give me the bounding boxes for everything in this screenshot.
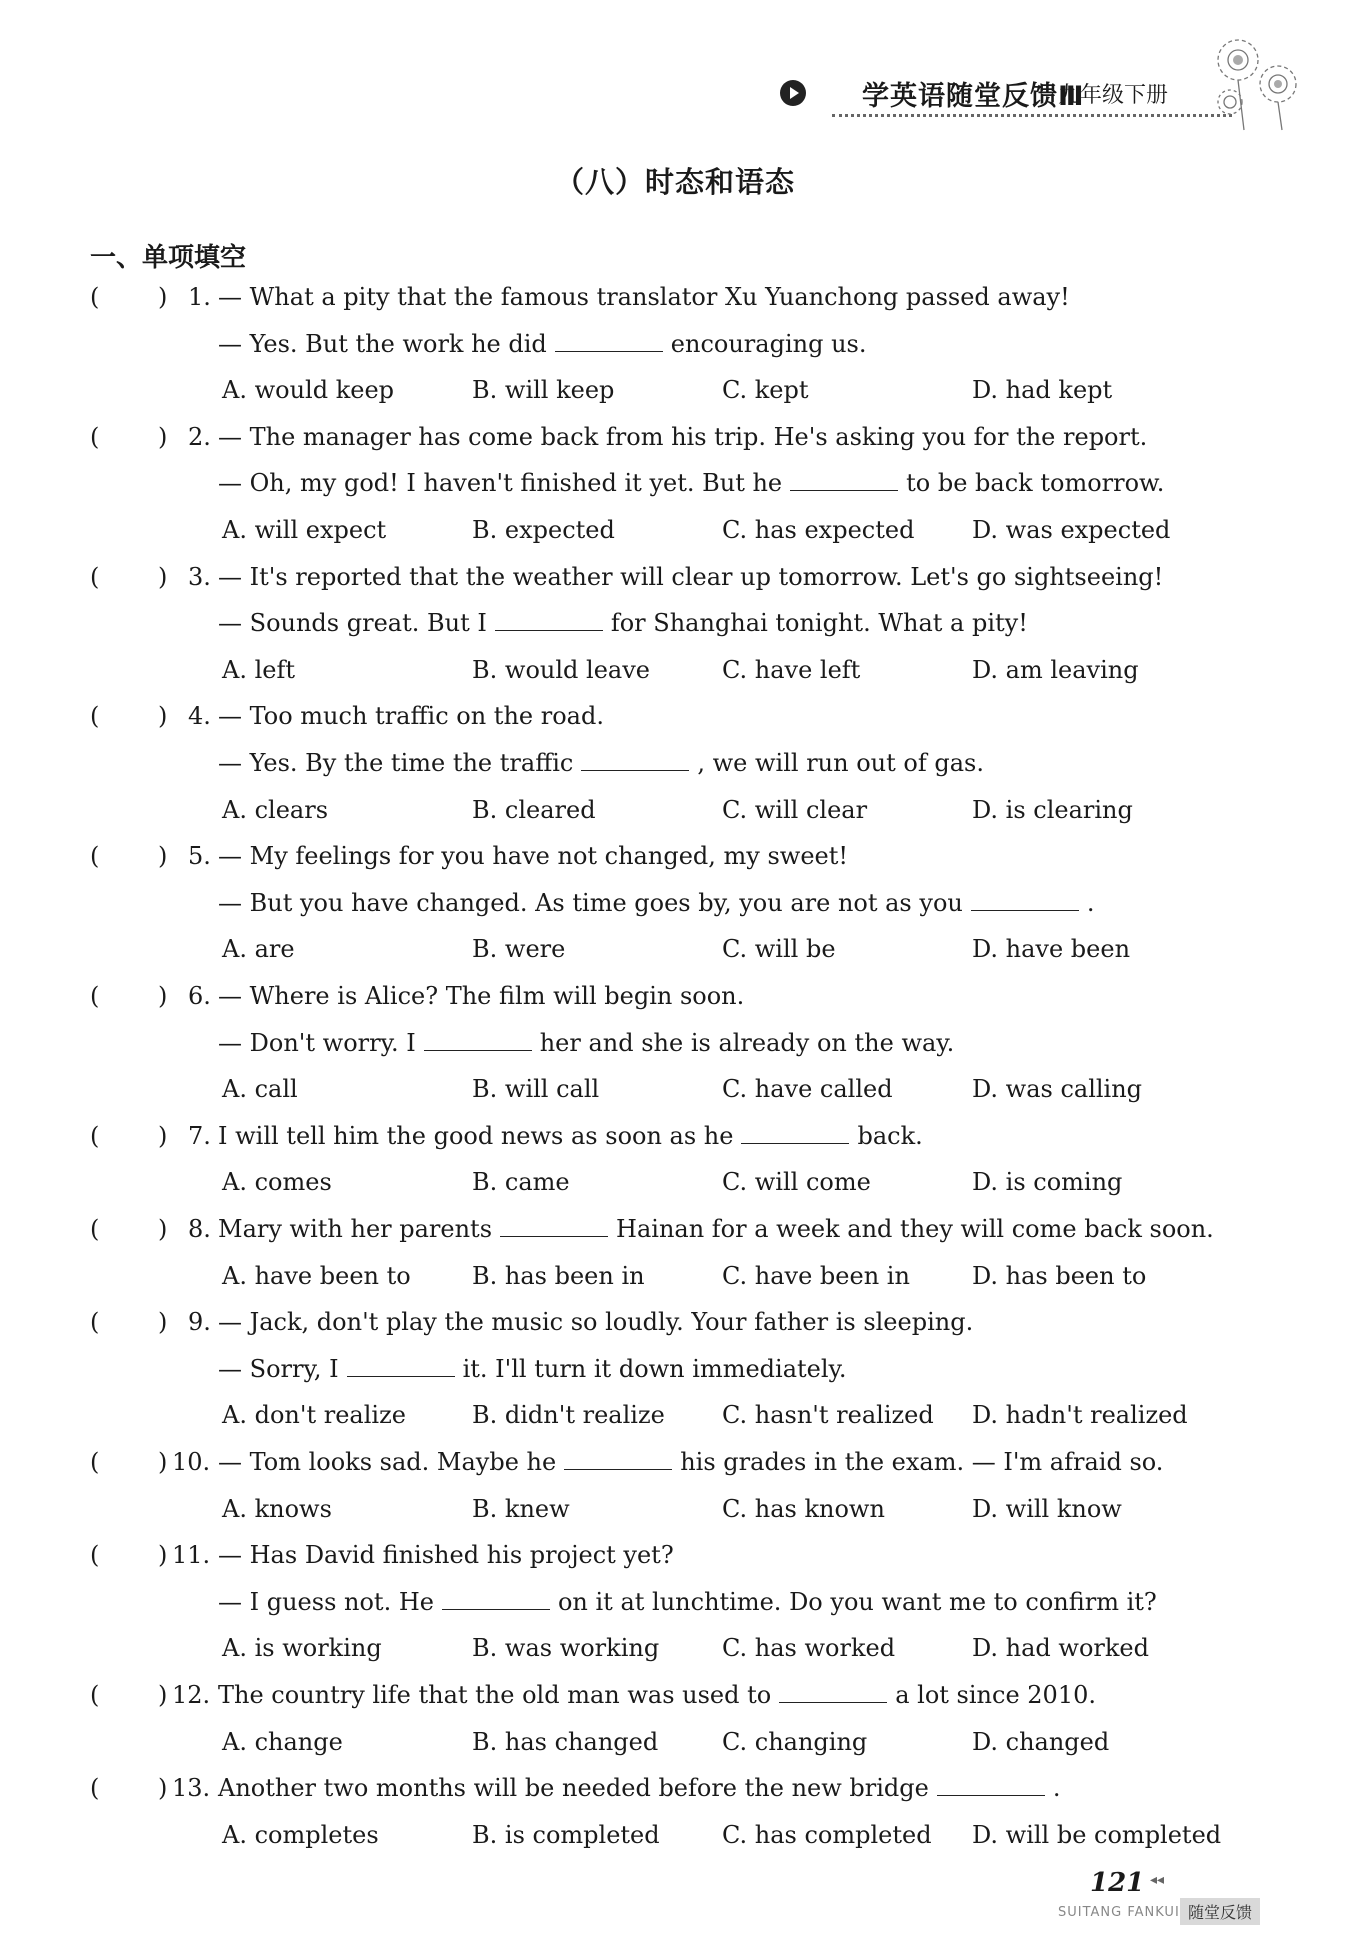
answer-blank[interactable] (347, 1354, 455, 1377)
footer-tab: 随堂反馈 (1180, 1898, 1260, 1925)
stem-text-before: Another two months will be needed before the new bridge (218, 1774, 929, 1803)
question-number: 6. (188, 982, 211, 1010)
stem-text-after: for Shanghai tonight. What a pity! (610, 609, 1028, 638)
option-b[interactable]: B. knew (472, 1494, 570, 1523)
option-b[interactable]: B. came (472, 1168, 570, 1197)
question-reply (218, 468, 1164, 498)
question-item (90, 1680, 1290, 1773)
answer-parentheses[interactable]: ( ) (90, 1774, 168, 1803)
answer-parentheses[interactable]: ( ) (90, 422, 168, 451)
answer-blank[interactable] (495, 608, 603, 631)
option-d[interactable]: D. have been (972, 935, 1131, 964)
option-c[interactable]: C. hasn't realized (722, 1401, 934, 1430)
question-reply (218, 1028, 954, 1058)
answer-parentheses[interactable]: ( ) (90, 1215, 168, 1243)
option-c[interactable]: C. will come (722, 1168, 871, 1197)
option-b[interactable]: B. didn't realize (472, 1401, 665, 1430)
question-number: 10. (172, 1448, 211, 1476)
option-b[interactable]: B. is completed (472, 1820, 660, 1849)
question-number: 7. (188, 1121, 211, 1150)
stem-text-after: his grades in the exam. — I'm afraid so. (680, 1448, 1164, 1476)
stem-text-before: — Sorry, I (218, 1354, 339, 1383)
option-a[interactable]: A. will expect (222, 515, 387, 544)
question-reply (218, 608, 1028, 638)
stem-text-after: on it at lunchtime. Do you want me to confirm it? (557, 1587, 1157, 1616)
option-a[interactable]: A. would keep (222, 376, 395, 405)
option-c[interactable]: C. has known (722, 1494, 885, 1523)
question-stem: — Too much traffic on the road. (218, 702, 604, 731)
answer-parentheses[interactable]: ( ) (90, 1681, 168, 1709)
option-b[interactable]: B. would leave (472, 655, 650, 684)
stem-text-after: , we will run out of gas. (697, 748, 984, 777)
option-d[interactable]: D. was expected (972, 515, 1171, 544)
option-d[interactable]: D. will know (972, 1494, 1122, 1523)
question-number: 2. (188, 422, 211, 451)
question-stem: — Jack, don't play the music so loudly. Your father is sleeping. (218, 1308, 974, 1337)
answer-parentheses[interactable]: ( ) (90, 982, 168, 1010)
answer-parentheses[interactable]: ( ) (90, 1121, 168, 1150)
stem-text-after: it. I'll turn it down immediately. (462, 1354, 847, 1383)
stem-text-before: — Sounds great. But I (218, 609, 487, 638)
question-item (90, 1540, 1290, 1680)
footer-pinyin: SUITANG FANKUI (1058, 1905, 1180, 1920)
play-icon (780, 80, 806, 106)
question-stem (218, 1214, 1214, 1244)
page-title: （八）时态和语态 (554, 165, 795, 199)
stem-text-after: her and she is already on the way. (539, 1028, 955, 1057)
question-stem (218, 1680, 1096, 1710)
answer-blank[interactable] (741, 1121, 849, 1144)
stem-text-before: — Tom looks sad. Maybe he (218, 1448, 557, 1476)
stem-text-before: — Don't worry. I (218, 1028, 416, 1057)
option-c[interactable]: C. have called (722, 1075, 893, 1104)
stem-text-after: back. (857, 1121, 923, 1150)
option-d[interactable]: D. was calling (972, 1075, 1143, 1104)
question-reply (218, 888, 1094, 918)
option-c[interactable]: C. changing (722, 1727, 868, 1756)
stem-text-before: — But you have changed. As time goes by, you are not as you (218, 888, 963, 917)
question-number: 8. (188, 1215, 211, 1243)
stem-text-before: — Yes. But the work he did (218, 329, 547, 358)
answer-parentheses[interactable]: ( ) (90, 1308, 168, 1337)
question-stem (218, 1447, 1163, 1477)
answer-parentheses[interactable]: ( ) (90, 1448, 168, 1476)
stem-text-after: to be back tomorrow. (906, 469, 1165, 498)
option-a[interactable]: A. clears (222, 795, 329, 824)
section-heading: 一、单项填空 (90, 243, 247, 273)
option-c[interactable]: C. has expected (722, 515, 915, 544)
question-number: 13. (172, 1774, 211, 1803)
option-b[interactable]: B. has been in (472, 1261, 645, 1290)
option-b[interactable]: B. was working (472, 1634, 660, 1663)
question-stem: — Has David finished his project yet? (218, 1541, 674, 1570)
question-item (90, 701, 1290, 841)
answer-blank[interactable] (555, 329, 663, 352)
option-a[interactable]: A. left (222, 655, 295, 684)
option-b[interactable]: B. has changed (472, 1727, 659, 1756)
question-item (90, 282, 1290, 422)
stem-text-before: I will tell him the good news as soon as he (218, 1121, 734, 1150)
stem-text-after: a lot since 2010. (895, 1681, 1096, 1709)
answer-blank[interactable] (500, 1214, 608, 1237)
question-item (90, 1307, 1290, 1447)
option-d[interactable]: D. had kept (972, 376, 1113, 405)
answer-blank[interactable] (790, 468, 898, 491)
option-c[interactable]: C. have left (722, 655, 861, 684)
question-item (90, 1121, 1290, 1214)
option-b[interactable]: B. expected (472, 515, 615, 544)
option-c[interactable]: C. have been in (722, 1261, 910, 1290)
question-stem: — What a pity that the famous translator Xu Yuanchong passed away! (218, 283, 1070, 311)
answer-parentheses[interactable]: ( ) (90, 562, 168, 591)
option-a[interactable]: A. knows (222, 1494, 332, 1523)
stem-text-before: Mary with her parents (218, 1215, 493, 1243)
question-item (90, 562, 1290, 702)
option-d[interactable]: D. has been to (972, 1261, 1147, 1290)
stem-text-before: The country life that the old man was used to (218, 1681, 772, 1709)
question-reply (218, 748, 984, 778)
question-stem (218, 1121, 923, 1151)
question-reply (218, 1354, 847, 1384)
page-number: 121 (1090, 1868, 1145, 1898)
option-a[interactable]: A. don't realize (222, 1401, 406, 1430)
option-d[interactable]: D. had worked (972, 1634, 1149, 1663)
option-c[interactable]: C. will clear (722, 795, 868, 824)
answer-parentheses[interactable]: ( ) (90, 842, 168, 871)
grade-label: 九年级下册 (1058, 83, 1169, 108)
stem-text-after: . (1052, 1774, 1061, 1803)
stem-text-after: Hainan for a week and they will come back soon. (616, 1215, 1214, 1243)
question-stem: — Where is Alice? The film will begin soon. (218, 982, 745, 1010)
question-stem (218, 1773, 1061, 1803)
answer-blank[interactable] (779, 1680, 887, 1703)
option-b[interactable]: B. will keep (472, 376, 615, 405)
question-number: 1. (188, 283, 211, 311)
option-d[interactable]: D. is clearing (972, 795, 1133, 824)
question-number: 4. (188, 702, 211, 731)
stem-text-before: — Oh, my god! I haven't finished it yet. But he (218, 469, 783, 498)
book-title: 学英语随堂反馈Ⅲ (862, 81, 1085, 112)
question-item (90, 1773, 1290, 1866)
option-c[interactable]: C. kept (722, 376, 809, 405)
option-d[interactable]: D. hadn't realized (972, 1401, 1188, 1430)
answer-blank[interactable] (564, 1447, 672, 1470)
stem-text-after: . (1086, 888, 1095, 917)
option-a[interactable]: A. completes (222, 1820, 379, 1849)
question-item (90, 1447, 1290, 1540)
question-item (90, 422, 1290, 562)
option-a[interactable]: A. are (222, 935, 295, 964)
question-number: 5. (188, 842, 211, 871)
sunflower-decoration-icon (1198, 22, 1308, 132)
rewind-arrows-icon: ◂◂ (1150, 1872, 1165, 1888)
stem-text-after: encouraging us. (670, 329, 867, 358)
option-a[interactable]: A. call (222, 1075, 298, 1104)
option-a[interactable]: A. comes (222, 1168, 332, 1197)
question-reply (218, 1587, 1157, 1617)
answer-parentheses[interactable]: ( ) (90, 1541, 168, 1570)
option-c[interactable]: C. has worked (722, 1634, 896, 1663)
option-d[interactable]: D. will be completed (972, 1820, 1222, 1849)
question-item (90, 981, 1290, 1121)
question-stem: — The manager has come back from his trip. He's asking you for the report. (218, 422, 1148, 451)
answer-blank[interactable] (442, 1587, 550, 1610)
question-number: 9. (188, 1308, 211, 1337)
header-divider (832, 114, 1232, 117)
answer-blank[interactable] (581, 748, 689, 771)
question-item (90, 1214, 1290, 1307)
option-b[interactable]: B. were (472, 935, 566, 964)
option-a[interactable]: A. have been to (222, 1261, 411, 1290)
option-a[interactable]: A. is working (222, 1634, 382, 1663)
question-stem: — My feelings for you have not changed, my sweet! (218, 842, 849, 871)
option-b[interactable]: B. will call (472, 1075, 600, 1104)
question-number: 3. (188, 562, 211, 591)
question-reply (218, 329, 866, 359)
page-header (770, 72, 1230, 120)
option-c[interactable]: C. will be (722, 935, 836, 964)
option-d[interactable]: D. changed (972, 1727, 1110, 1756)
stem-text-before: — I guess not. He (218, 1587, 434, 1616)
answer-blank[interactable] (937, 1773, 1045, 1796)
question-number: 11. (172, 1541, 211, 1570)
answer-parentheses[interactable]: ( ) (90, 283, 168, 311)
stem-text-before: — Yes. By the time the traffic (218, 748, 574, 777)
option-c[interactable]: C. has completed (722, 1820, 932, 1849)
answer-parentheses[interactable]: ( ) (90, 702, 168, 731)
answer-blank[interactable] (424, 1028, 532, 1051)
option-d[interactable]: D. is coming (972, 1168, 1123, 1197)
option-a[interactable]: A. change (222, 1727, 343, 1756)
option-b[interactable]: B. cleared (472, 795, 596, 824)
question-stem: — It's reported that the weather will clear up tomorrow. Let's go sightseeing! (218, 562, 1164, 591)
option-d[interactable]: D. am leaving (972, 655, 1139, 684)
answer-blank[interactable] (971, 888, 1079, 911)
question-number: 12. (172, 1681, 211, 1709)
question-item (90, 841, 1290, 981)
